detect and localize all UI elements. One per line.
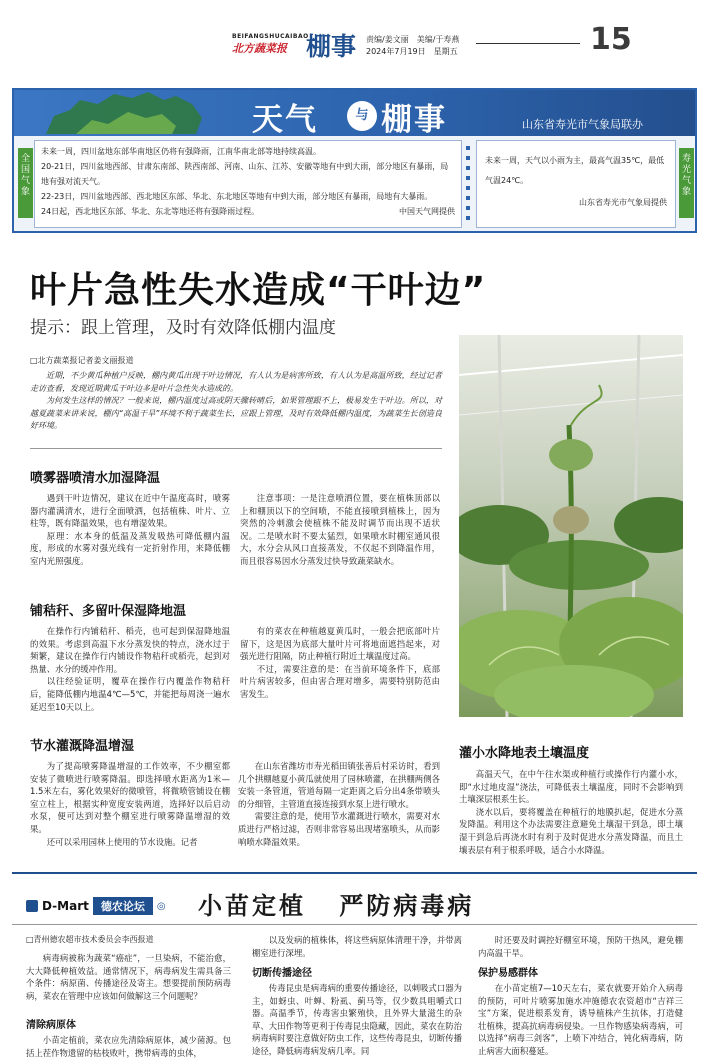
national-line-2: 20-21日，四川盆地西部、甘肃东南部、陕西南部、河南、山东、江苏、安徽等地有中到大雨，部分地区有暴雨，局地有强对流天气。 [41,162,449,186]
bottom-col-2b [252,982,462,1058]
forum-tag: 德农论坛 [93,897,153,915]
s2-para-3: 有的菜农在种植越夏黄瓜时，一般会把底部叶片留下，这是因为底部大量叶片可将地面遮挡起来，对强光进行阻隔，防止种植行附近土壤温度过高。 [240,626,440,662]
s2-para-1: 在操作行内铺秸秆、稻壳，也可起到保湿降地温的效果。考虑到高温下水分蒸发快的特点，浇水过于频繁，建议在操作行内铺设作物秸秆或稻壳，起到对热量、水分的缓冲作用。 [30,626,230,674]
page-number: 15 [590,22,632,57]
s2-para-4: 不过，需要注意的是：在当前环境条件下，底部叶片病害较多，但由害合理对增多，需要特别防范由害发生。 [240,663,440,699]
local-weather-panel [476,140,676,228]
weather-banner [14,90,695,136]
bottom-col3-heading: 保护易感群体 [478,968,538,979]
national-last-row [41,204,455,219]
bottom-col-2 [252,934,462,959]
section-3-title: 节水灌溉降温增湿 [30,739,135,754]
section-4-title: 灌小水降地表土壤温度 [459,746,590,761]
weather-box [12,88,697,233]
bottom-headline-b: 严防病毒病 [339,892,475,920]
national-line-3: 22-23日，四川盆地西部、西北地区东部、华北、东北地区等地有中到大雨，部分地区有暴雨，局地有大暴雨。 [41,192,433,201]
s2-para-2: 以往经验证明，覆草在操作行内覆盖作物秸秆后，能降低棚内地温4℃—5℃，并能把每周浇一遍水延迟至10天以上。 [30,676,230,712]
binder-rings [466,146,470,222]
b3-para-2: 在小苗定植7—10天左右，菜农就要开始介入病毒的预防，可叶片喷雾加施水冲施德农农资超市“吉祥三宝”方案，促进根系发育，诱导植株产生抗体，打造健壮植株，提高抗病毒病侵染。一旦作物感染病毒病，可以选择“病毒三剑客”，上喷下冲结合，钝化病毒病，防止病害大面积蔓延。 [478,983,683,1056]
s1-para-3: 注意事项：一是注意喷洒位置，要在植株顶部以上和棚顶以下的空间喷，不能直接喷到植株上，因为突然的冷刺激会使植株不能及时调节而出现不适状况。二是喷水时不要太猛烈，如果喷水时棚室通风很大，水分会从风口直接蒸发，不仅起不到降温作用，而且很容易因水分蒸发过快导致蔬菜缺水。 [240,493,440,566]
s3-para-4: 需要注意的是，使用节水灌溉进行喷水，需要对水质进行严格过滤，否则非常容易出现堵塞喷头，从而影响喷水降温效果。 [238,811,440,847]
section-4-body [459,768,683,856]
s4-para-1: 高温天气，在中午往水渠或种植行或操作行内灌小水，即“水过地皮湿”浇法，可降低表土壤温度，同时不会影响到土壤深层根系生长。 [459,769,683,805]
cucumber-plant-photo [459,335,683,717]
national-credit: 中国天气网提供 [399,207,455,216]
local-line-1: 未来一周，天气以小雨为主，最高气温35℃，最低气温24℃。 [485,156,665,185]
b1-para-1: 病毒病被称为蔬菜“癌症”，一旦染病，不能治愈，大大降低种植效益。通常情况下，病毒病发生需具备三个条件：病原菌、传播途径及寄主。想要提前预防病毒病，菜农在管理中应该如何做解这三个问题呢？ [26,953,231,1001]
b2-para-1: 以及发病的植株体，将这些病原体清理干净，并带离棚室进行深埋。 [252,935,462,958]
bottom-rule [12,924,697,925]
article-byline: □北方蔬菜报记者姜文丽报道 [30,356,134,365]
paper-pinyin: BEIFANGSHUCAIBAO [232,33,309,40]
paper-name: 北方蔬菜报 [232,42,287,55]
local-credit: 山东省寿光市气象局提供 [579,198,667,207]
issue-date: 2024年7月19日 星期五 [366,47,458,56]
national-weather-tag: 全国气象 [18,148,33,218]
b1-para-2: 小苗定植前，菜农应先清除病原体，减少菌源。包括上茬作物遗留的枯枝败叶，携带病毒的虫体， [26,1035,231,1058]
lead-rule [30,448,442,449]
lead-para-1: 近期，不少黄瓜种植户反映，棚内黄瓜出现干叶边情况，有人认为是病害所致，有人认为是高温所致，经过记者走访查看，发现近期黄瓜干叶边多是叶片急性失水造成的。 [30,371,442,393]
bottom-headline [198,886,474,921]
bottom-col1-heading: 清除病原体 [26,1020,76,1031]
national-line-1: 未来一周，四川盆地东部华南地区仍将有强降雨，江南华南北部等地持续高温。 [41,147,321,156]
article-lead [30,370,442,433]
forum-brand [26,897,166,915]
section-title: 棚事 [306,32,357,61]
bottom-col-1b [26,1034,231,1059]
section-3-col-2 [238,760,440,848]
section-1-col-2 [240,492,440,568]
masthead-rule [476,43,580,44]
bottom-top-rule [12,872,697,874]
weather-title-left: 天气 [252,102,318,138]
section-2-col-1 [30,625,230,713]
s3-para-1: 为了提高喷雾降温增湿的工作效率，不少棚室都安装了微喷进行喷雾降温。即选择喷水距离为1米—1.5米左右，雾化效果好的微喷管，将微喷管铺设在棚室立柱上，根据实种宽度安装两道，选择好以后启动水泵，便可达到对整个棚室进行喷雾降温增湿的效果。 [30,761,230,834]
headline: 叶片急性失水造成“干叶边” [30,270,487,311]
s1-para-1: 遇到干叶边情况，建议在近中午温度高时，喷雾器内灌满清水，进行全面喷洒，包括植株、叶片、立柱等，既有降温效果，也有增湿效果。 [30,493,230,529]
bottom-headline-a: 小苗定植 [198,892,306,920]
national-line-4: 24日起，西北地区东部、华北、东北等地还将有强降雨过程。 [41,207,260,216]
bottom-col-3 [478,934,683,959]
s1-para-2: 原理：水本身的低温及蒸发吸热可降低棚内温度，形成的水雾对强光线有一定折射作用，来降低棚室内光照强度。 [30,530,230,566]
bottom-byline: □青州德农超市技术委员会李西报道 [26,935,154,944]
lead-para-2: 为何发生这样的情况？一般来说，棚内温度过高或阴天骤转晴后，如果管理跟不上，极易发生干叶边。所以，对越夏蔬菜来讲来说，棚内“高温干旱”环境不利于蔬菜生长，应跟上管理，及时有效降低棚内温度，为蔬菜生长创造良好环境。 [30,396,442,430]
dmart-logo-icon [26,900,38,912]
s3-para-3: 在山东省潍坊市寿光稻田镇张善后村采访时，看到几个拱棚越夏小黄瓜就使用了园林喷灌，在拱棚两侧各安装一条管道，管道每隔一定距离之后分出4条带喷头的分细管，主管道直接连接到水泵上进行喷水。 [238,761,440,809]
dmart-logo: D-Mart [42,899,89,913]
subheadline: 提示：跟上管理，及时有效降低棚内温度 [30,318,336,338]
registered-icon: ◎ [156,900,166,912]
weather-title-connector: 与 [347,101,377,131]
section-1-title: 喷雾器喷清水加湿降温 [30,471,161,486]
national-weather-panel [34,140,462,228]
b3-para-1: 时还要及时调控好棚室环境，预防干热风，避免棚内高温干旱。 [478,935,683,958]
map-silhouette [36,90,216,136]
section-2-title: 铺秸秆、多留叶保湿降地温 [30,604,187,619]
photo-illustration [459,335,683,717]
editor-credit: 责编/姜文丽 美编/于寿燕 [366,35,460,44]
bottom-col-3b [478,982,683,1058]
weather-bureau: 山东省寿光市气象局联办 [522,118,643,131]
section-3-col-1 [30,760,230,848]
bottom-col-1 [26,952,231,1002]
s4-para-2: 浇水以后，要将覆盖在种植行的地膜扒起，促进水分蒸发降温。利用这个办法需要注意避免土壤湿干到急，即土壤湿干到急后再浇水时有利于及时促进水分蒸发降温，而且土壤表层有利于根系呼吸，适合小水降温。 [459,806,683,855]
local-weather-tag: 寿光气象 [679,148,694,218]
s3-para-2: 还可以采用园林上使用的节水设施。记者 [46,836,198,847]
section-2-col-2 [240,625,440,701]
section-1-col-1 [30,492,230,568]
b2-para-2: 传毒昆虫是病毒病的重要传播途径，以刺吸式口器为主，如蚜虫、叶蝉、粉虱、蓟马等，仅少数具咀嚼式口器。高温季节，传毒害虫繁殖快，且外界大量滋生的杂草、大田作物等更利于传毒昆虫隐藏，因此，菜农在防治病毒病时要注意做好防虫工作，这些传毒昆虫，切断传播途径，降低病毒病发病几率。同 [252,983,462,1056]
weather-title-right: 棚事 [381,102,447,138]
bottom-col2-heading: 切断传播途径 [252,968,312,979]
